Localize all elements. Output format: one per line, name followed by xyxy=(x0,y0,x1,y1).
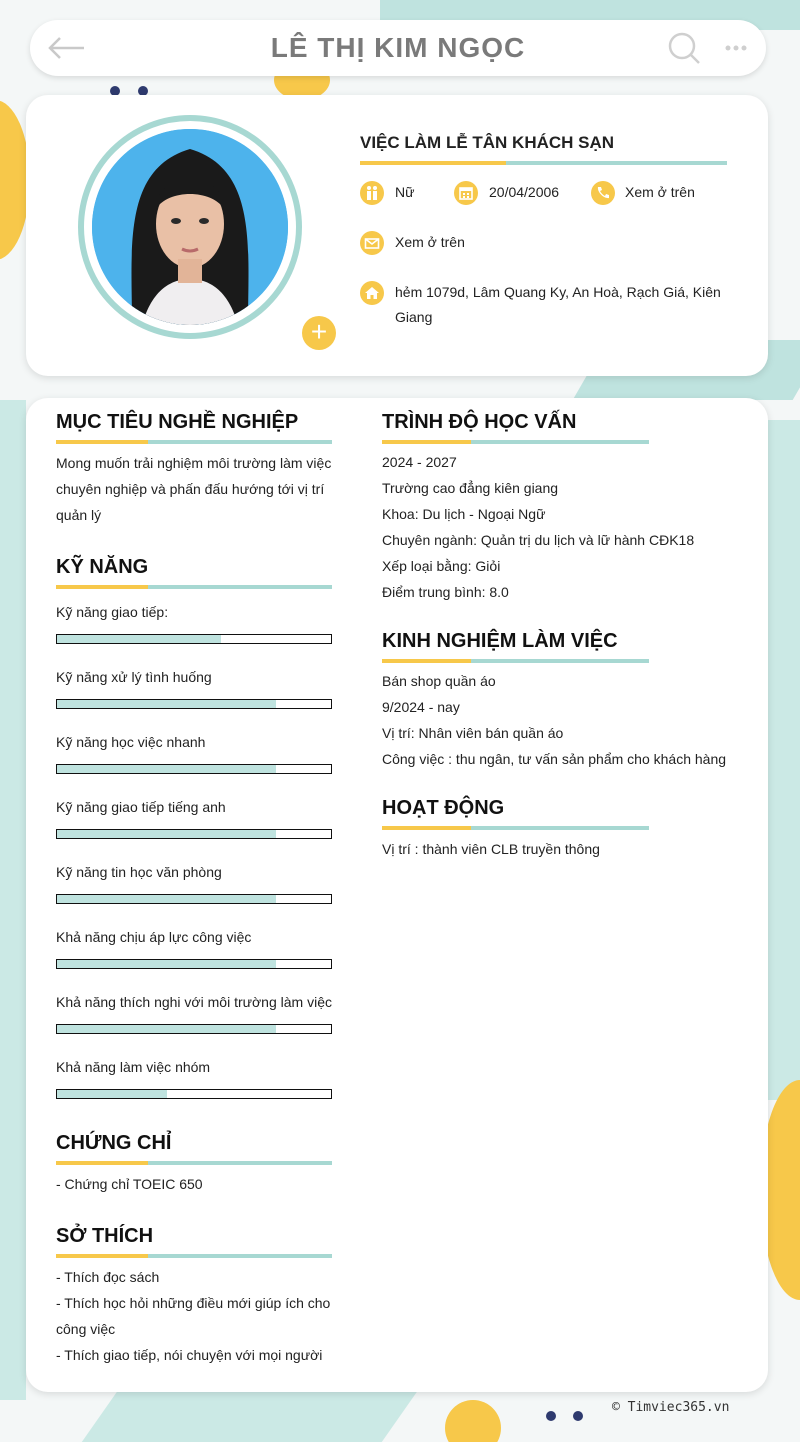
objective-title: MỤC TIÊU NGHỀ NGHIỆP xyxy=(56,411,299,433)
experience-period: 9/2024 - nay xyxy=(382,699,460,715)
skill-bar xyxy=(56,829,332,839)
more-icon[interactable] xyxy=(722,36,750,60)
gender-value: Nữ xyxy=(395,184,415,200)
skill-label: Khả năng làm việc nhóm xyxy=(56,1059,211,1075)
skills-underline xyxy=(56,585,332,589)
avatar-frame xyxy=(78,115,328,347)
profile-card xyxy=(26,95,768,376)
experience-position: Vị trí: Nhân viên bán quần áo xyxy=(382,725,564,741)
skill-bar xyxy=(56,764,332,774)
skill-bar xyxy=(56,894,332,904)
skill-bar xyxy=(56,959,332,969)
activities-text: Vị trí : thành viên CLB truyền thông xyxy=(382,841,600,857)
skill-label: Kỹ năng học việc nhanh xyxy=(56,734,206,750)
hobbies-text: - Thích đọc sách - Thích học hỏi những điều mới giúp ích cho công việc - Thích giao tiếp, nói chuyện với mọi người xyxy=(56,1269,331,1363)
activities-title: HOẠT ĐỘNG xyxy=(382,797,505,819)
experience-underline xyxy=(382,659,649,663)
objective-text: Mong muốn trải nghiệm môi trường làm việc chuyên nghiệp và phấn đấu hướng tới vị trí quản lý xyxy=(56,455,332,523)
watermark: © Timviec365.vn xyxy=(612,1400,730,1415)
skill-bar xyxy=(56,634,332,644)
phone-value: Xem ở trên xyxy=(625,184,695,200)
skill-label: Kỹ năng xử lý tình huống xyxy=(56,669,212,685)
experience-text xyxy=(382,668,762,772)
email-icon xyxy=(360,231,384,255)
objective-underline xyxy=(56,440,332,444)
hobbies-title: SỞ THÍCH xyxy=(56,1225,154,1247)
avatar xyxy=(92,129,288,325)
hobbies-underline xyxy=(56,1254,332,1258)
gender-icon xyxy=(360,181,384,205)
search-icon[interactable] xyxy=(666,30,702,66)
birthdate-value: 20/04/2006 xyxy=(489,184,560,200)
page-title: LÊ THỊ KIM NGỌC xyxy=(270,32,526,63)
skill-label: Kỹ năng giao tiếp: xyxy=(56,604,169,620)
certificates-underline xyxy=(56,1161,332,1165)
calendar-icon xyxy=(454,181,478,205)
phone-icon xyxy=(591,181,615,205)
experience-title: KINH NGHIỆM LÀM VIỆC xyxy=(382,630,618,652)
education-title: TRÌNH ĐỘ HỌC VẤN xyxy=(382,411,577,433)
skill-bar xyxy=(56,1024,332,1034)
skill-bar xyxy=(56,699,332,709)
home-icon xyxy=(360,281,384,305)
job-title: VIỆC LÀM LỄ TÂN KHÁCH SẠN xyxy=(360,133,615,152)
plus-icon[interactable]: + xyxy=(302,316,336,350)
skill-label: Kỹ năng tin học văn phòng xyxy=(56,864,222,880)
content-card xyxy=(26,398,768,1392)
skill-label: Khả năng chịu áp lực công việc xyxy=(56,929,252,945)
experience-duties: Công việc : thu ngân, tư vấn sản phẩm cho khách hàng xyxy=(382,751,727,767)
certificate-item: - Chứng chỉ TOEIC 650 xyxy=(56,1176,203,1192)
job-title-underline xyxy=(360,161,727,165)
address-value: hẻm 1079d, Lâm Quang Ky, An Hoà, Rạch Giá, Kiên Giang xyxy=(395,284,721,325)
skill-label: Kỹ năng giao tiếp tiếng anh xyxy=(56,799,226,815)
education-underline xyxy=(382,440,649,444)
certificates-title: CHỨNG CHỈ xyxy=(56,1132,172,1154)
education-text: 2024 - 2027 Trường cao đẳng kiên giang Khoa: Du lịch - Ngoại Ngữ Chuyên ngành: Quản trị du lịch và lữ hành CĐK18 Xếp loại bằng: Giỏi Điểm trung bình: 8.0 xyxy=(382,454,695,600)
skill-label: Khả năng thích nghi với môi trường làm việc xyxy=(56,994,332,1010)
experience-company: Bán shop quần áo xyxy=(382,673,496,689)
email-value: Xem ở trên xyxy=(395,234,465,250)
skills-title: KỸ NĂNG xyxy=(56,556,149,578)
activities-underline xyxy=(382,826,649,830)
top-bar xyxy=(30,20,766,76)
skill-bar xyxy=(56,1089,332,1099)
